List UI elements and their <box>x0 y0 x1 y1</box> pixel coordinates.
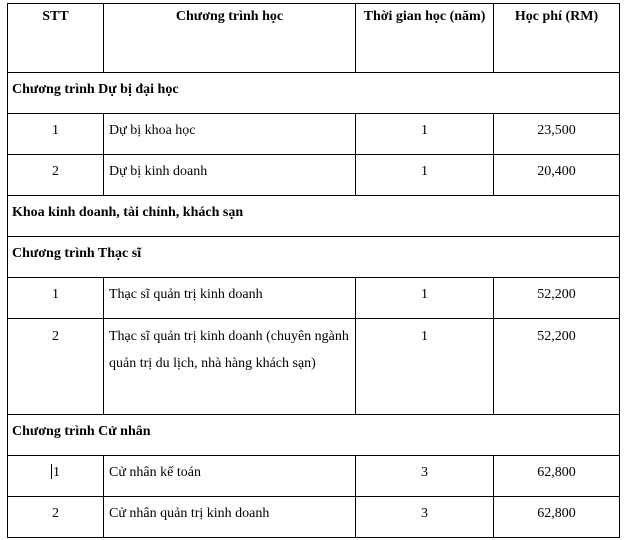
section-row <box>8 237 620 278</box>
cell-stt: 2 <box>8 155 104 196</box>
cell-program: Dự bị khoa học <box>104 114 356 155</box>
cell-program: Thạc sĩ quản trị kinh doanh (chuyên ngành quản trị du lịch, nhà hàng khách sạn) <box>104 319 356 415</box>
cell-fee: 52,200 <box>494 278 620 319</box>
cell-years: 1 <box>356 155 494 196</box>
table-row <box>8 114 620 155</box>
table-row <box>8 456 620 497</box>
cell-stt-value: 1 <box>53 465 60 480</box>
header-duration: Thời gian học (năm) <box>356 4 494 73</box>
section-row <box>8 415 620 456</box>
cell-stt: 1 <box>8 114 104 155</box>
table-row <box>8 319 620 415</box>
cell-years: 1 <box>356 114 494 155</box>
cell-fee: 20,400 <box>494 155 620 196</box>
cell-stt: 1 <box>8 278 104 319</box>
table-header-row <box>8 4 620 73</box>
section-title: Chương trình Thạc sĩ <box>8 237 620 278</box>
section-title: Khoa kinh doanh, tài chính, khách sạn <box>8 196 620 237</box>
section-title: Chương trình Cử nhân <box>8 415 620 456</box>
cell-program: Cử nhân quản trị kinh doanh <box>104 497 356 538</box>
tuition-table <box>7 3 620 538</box>
header-stt: STT <box>8 4 104 73</box>
cell-years: 3 <box>356 497 494 538</box>
cell-stt: 2 <box>8 319 104 415</box>
section-row <box>8 196 620 237</box>
cell-program: Dự bị kinh doanh <box>104 155 356 196</box>
cell-years: 1 <box>356 319 494 415</box>
header-fee: Học phí (RM) <box>494 4 620 73</box>
cell-fee: 23,500 <box>494 114 620 155</box>
cell-program: Thạc sĩ quản trị kinh doanh <box>104 278 356 319</box>
cell-years: 3 <box>356 456 494 497</box>
table-row <box>8 497 620 538</box>
table-row <box>8 278 620 319</box>
cell-fee: 62,800 <box>494 456 620 497</box>
table-row <box>8 155 620 196</box>
section-title: Chương trình Dự bị đại học <box>8 73 620 114</box>
cell-fee: 62,800 <box>494 497 620 538</box>
header-program: Chương trình học <box>104 4 356 73</box>
cell-stt-editing[interactable] <box>8 456 104 497</box>
cell-program: Cử nhân kế toán <box>104 456 356 497</box>
cell-stt: 2 <box>8 497 104 538</box>
text-cursor-icon <box>51 464 52 479</box>
section-row <box>8 73 620 114</box>
cell-fee: 52,200 <box>494 319 620 415</box>
cell-years: 1 <box>356 278 494 319</box>
